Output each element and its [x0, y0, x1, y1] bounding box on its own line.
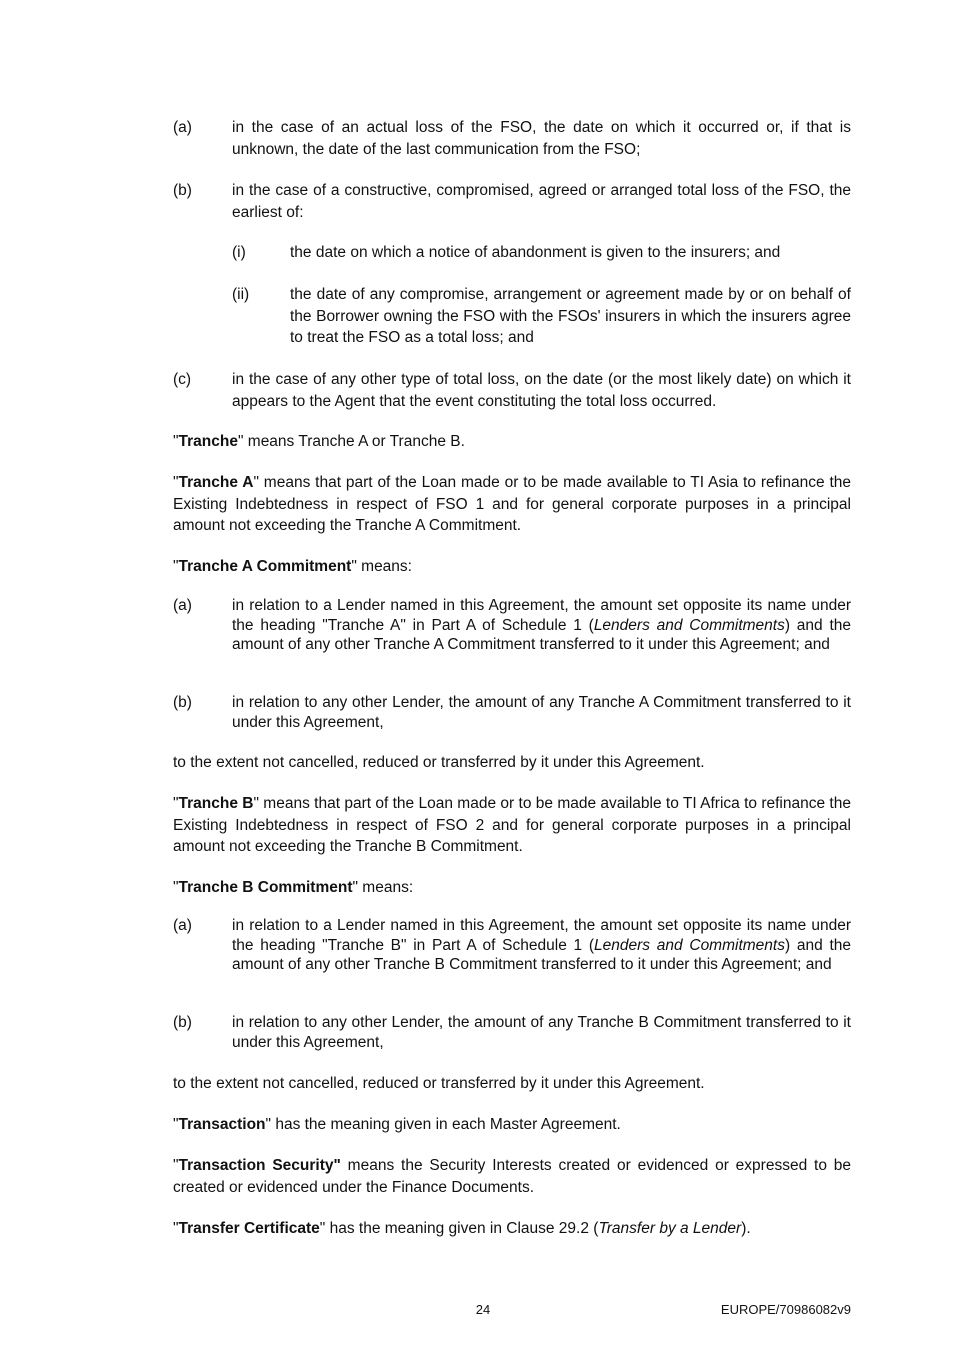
item-text: in relation to any other Lender, the amount of any Tranche A Commitment transferred to it under this Agreement,: [232, 694, 851, 731]
defined-term: Tranche B Commitment: [178, 879, 353, 896]
defined-term: Transfer Certificate: [178, 1220, 320, 1237]
subitem-text: the date of any compromise, arrangement or agreement made by or on behalf of the Borrower owning the FSO with the FSOs' insurers in which the insurers agree to treat the FSO as a total loss; and: [290, 286, 851, 346]
item-text: in relation to a Lender named in this Agreement, the amount set opposite its name under the heading "Tranche B" in Part A of Schedule 1 (Lenders and Commitments) and the amount of any other Tranche B Commitment transferred to it under this Agreement; and: [232, 917, 851, 973]
defined-term: Transaction Security": [178, 1157, 341, 1174]
definition-transaction-security: "Transaction Security" means the Security Interests created or evidenced or expressed to be created or evidenced under the Finance Documents.: [173, 1157, 851, 1196]
item-label: (a): [173, 917, 192, 934]
item-label: (a): [173, 597, 192, 614]
definition-tail: to the extent not cancelled, reduced or transferred by it under this Agreement.: [173, 754, 705, 771]
definition-tranche-a-commitment: "Tranche A Commitment" means:: [173, 558, 412, 575]
page-number: 24: [475, 1302, 491, 1317]
definition-tranche-b: "Tranche B" means that part of the Loan made or to be made available to TI Africa to refinance the Existing Indebtedness in respect of FSO 2 and for general corporate purposes in a principal amount not exceeding the Tranche B Commitment.: [173, 795, 851, 855]
item-label: (b): [173, 1014, 192, 1031]
defined-term: Tranche A Commitment: [178, 558, 352, 575]
defined-term: Transaction: [178, 1116, 266, 1133]
item-text: in the case of a constructive, compromised, agreed or arranged total loss of the FSO, the earliest of:: [232, 182, 851, 221]
subitem-label: (ii): [232, 286, 250, 303]
definition-tranche: "Tranche" means Tranche A or Tranche B.: [173, 433, 465, 450]
subitem-label: (i): [232, 244, 246, 261]
item-label: (b): [173, 694, 192, 711]
item-text: in relation to a Lender named in this Agreement, the amount set opposite its name under the heading "Tranche A" in Part A of Schedule 1 (Lenders and Commitments) and the amount of any other Tranche A Commitment transferred to it under this Agreement; and: [232, 597, 851, 653]
item-text: in the case of an actual loss of the FSO, the date on which it occurred or, if that is unknown, the date of the last communication from the FSO;: [232, 119, 851, 158]
definition-transfer-certificate: "Transfer Certificate" has the meaning given in Clause 29.2 (Transfer by a Lender).: [173, 1220, 751, 1237]
definition-tranche-b-commitment: "Tranche B Commitment" means:: [173, 879, 414, 896]
item-label: (c): [173, 371, 192, 388]
subitem-text: the date on which a notice of abandonment is given to the insurers; and: [290, 244, 781, 261]
defined-term: Tranche B: [178, 795, 254, 812]
definition-tail: to the extent not cancelled, reduced or transferred by it under this Agreement.: [173, 1075, 705, 1092]
definition-transaction: "Transaction" has the meaning given in each Master Agreement.: [173, 1116, 621, 1133]
item-label: (a): [173, 119, 192, 136]
item-text: in the case of any other type of total loss, on the date (or the most likely date) on which it appears to the Agent that the event constituting the total loss occurred.: [232, 371, 851, 410]
definition-tranche-a: "Tranche A" means that part of the Loan made or to be made available to TI Asia to refinance the Existing Indebtedness in respect of FSO 1 and for general corporate purposes in a principal amount not exceeding the Tranche A Commitment.: [173, 474, 851, 534]
document-reference: EUROPE/70986082v9: [720, 1302, 851, 1317]
item-label: (b): [173, 182, 192, 199]
item-text: in relation to any other Lender, the amount of any Tranche B Commitment transferred to it under this Agreement,: [232, 1014, 851, 1051]
defined-term: Tranche: [178, 433, 238, 450]
defined-term: Tranche A: [178, 474, 254, 491]
